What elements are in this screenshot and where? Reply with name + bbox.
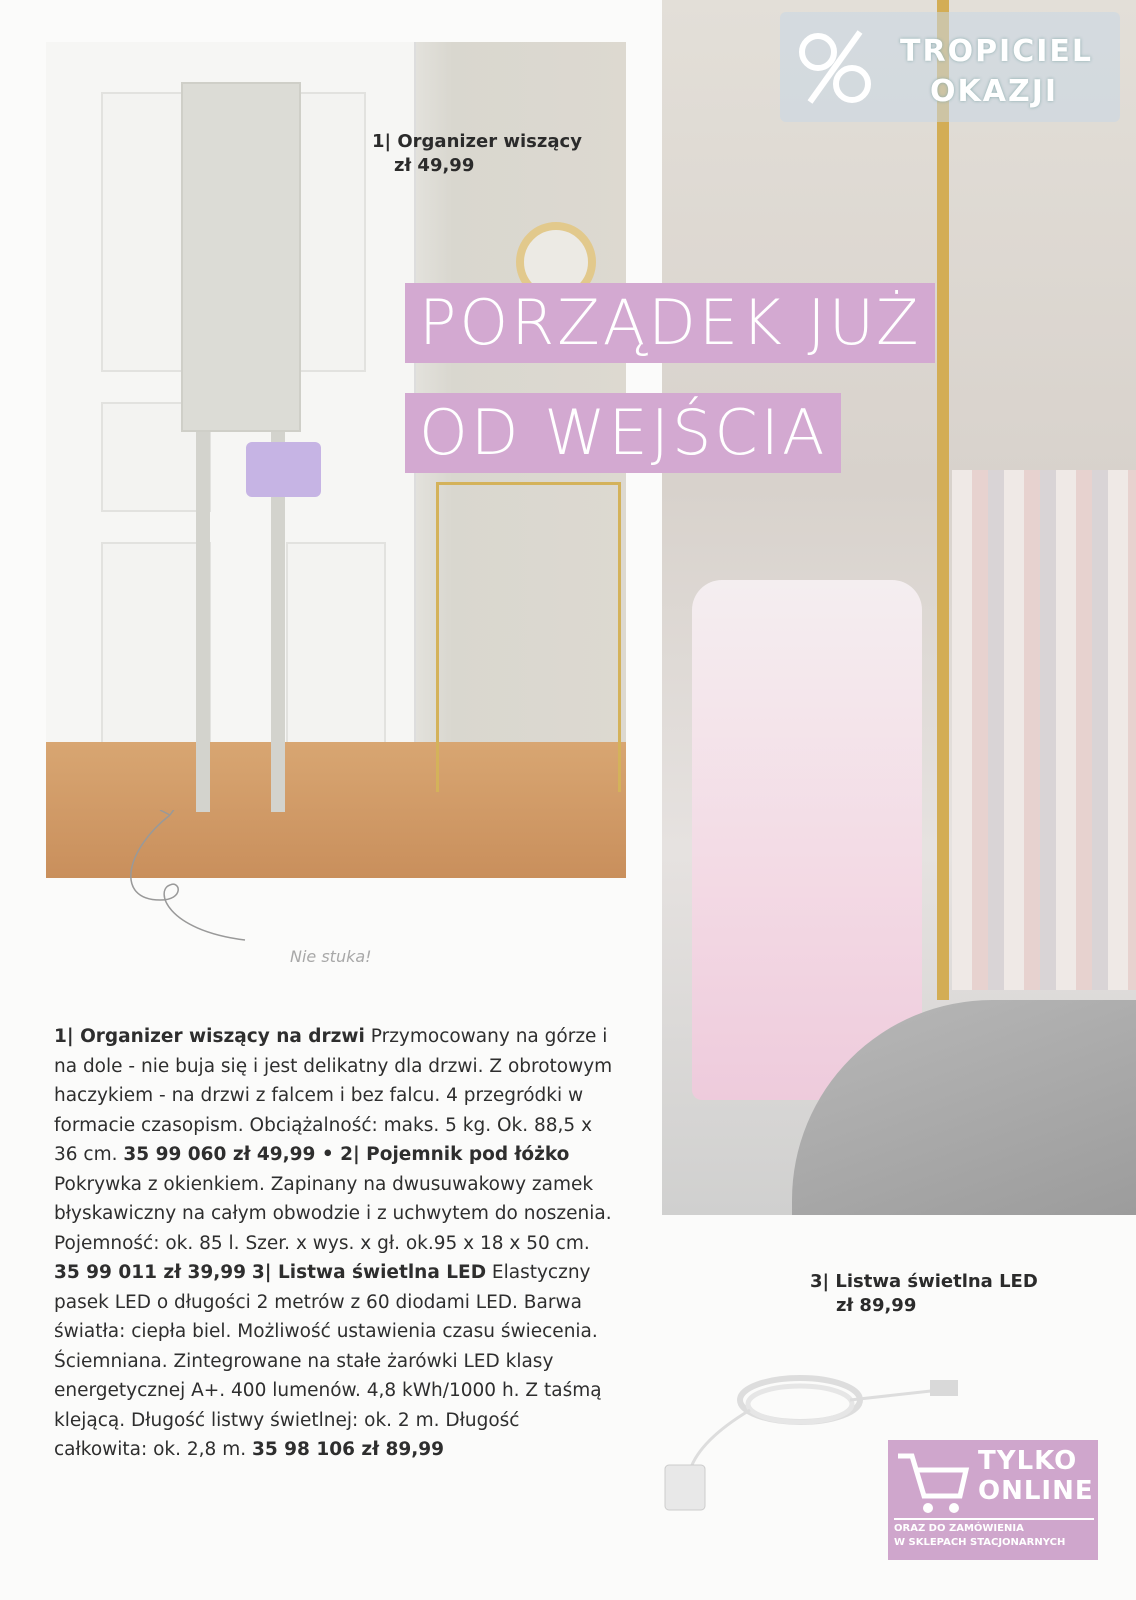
badge-sub2: W SKLEPACH STACJONARNYCH (894, 1537, 1066, 1548)
callout-name: 1| Organizer wiszący (372, 131, 582, 152)
cart-icon (894, 1448, 974, 1518)
p1-title: 1| Organizer wiszący na drzwi (54, 1026, 365, 1047)
gold-shelf (436, 482, 621, 792)
badge-line2: ONLINE (978, 1476, 1094, 1506)
watermark-line2: OKAZJI (930, 74, 1059, 109)
percent-icon (790, 22, 880, 112)
product-callout-organizer (372, 130, 582, 179)
p1-text: Przymocowany na górze i na dole - nie buja się i jest delikatny dla drzwi. Z obrotowym haczykiem - na drzwi z falcem i bez falcu. 4 przegródki w formacie czasopism. Obciążalność: maks. 5 kg. Ok. 88,5 x 36 cm. (54, 1026, 613, 1165)
note-text: Nie stuka! (290, 947, 372, 966)
watermark-line1: TROPICIEL (900, 34, 1094, 69)
callout-name: 3| Listwa świetlna LED (810, 1271, 1038, 1292)
wardrobe-photo (662, 0, 1136, 1215)
curly-arrow-icon (115, 810, 265, 960)
p2-text: Pokrywka z okienkiem. Zapinany na dwusuwakowy zamek błyskawiczny na całym obwodzie i z uchwytem do noszenia. Pojemność: ok. 85 l. Szer. x wys. x gł. ok.95 x 18 x 50 cm. (54, 1173, 612, 1254)
online-only-badge (888, 1440, 1098, 1560)
p1-code: 35 99 060 zł 49,99 • 2| Pojemnik pod łóżko (123, 1144, 570, 1165)
product-callout-led (810, 1270, 1038, 1319)
hanging-organizer (181, 82, 301, 432)
product-description (54, 1022, 614, 1465)
purple-bag (246, 442, 321, 497)
p2-code: 35 99 011 zł 39,99 (54, 1262, 247, 1283)
badge-sub1: ORAZ DO ZAMÓWIENIA (894, 1523, 1024, 1534)
p3-text: Elastyczny pasek LED o długości 2 metrów z 60 diodami LED. Barwa światła: ciepła biel. Możliwość ustawienia czasu świecenia. Ściemniana. Zintegrowane na stałe żarówki LED klasy energetycznej A+. 400 lumenów. 4,8 kWh/1000 h. Z taśmą klejącą. Długość listwy świetlnej: ok. 2 m. Długość całkowita: ok. 2,8 m. (54, 1262, 602, 1460)
p3-code: 35 98 106 zł 89,99 (252, 1439, 445, 1460)
callout-price: zł 49,99 (394, 155, 475, 177)
p3-title: 3| Listwa świetlna LED (251, 1262, 487, 1283)
badge-line1: TYLKO (978, 1446, 1078, 1476)
callout-price: zł 89,99 (836, 1295, 917, 1317)
headline-line2: OD WEJŚCIA (405, 393, 841, 473)
headline-line1: PORZĄDEK JUŻ (405, 283, 935, 363)
watermark-logo (780, 12, 1120, 122)
pink-top (692, 580, 922, 1100)
